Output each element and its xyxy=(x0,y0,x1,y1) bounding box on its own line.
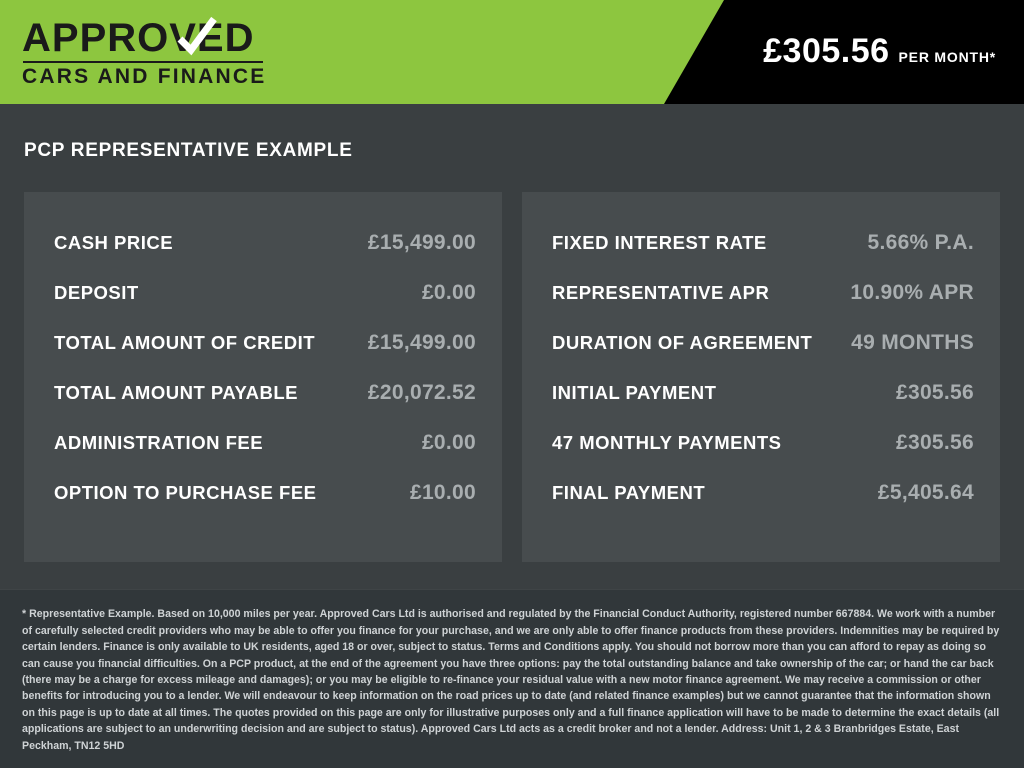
monthly-price-suffix: PER MONTH* xyxy=(898,49,996,65)
table-row xyxy=(54,418,476,468)
row-value: £15,499.00 xyxy=(367,231,476,254)
table-row xyxy=(552,468,974,518)
row-value: 5.66% P.A. xyxy=(867,231,974,254)
row-label: FINAL PAYMENT xyxy=(552,482,706,503)
row-value: 49 MONTHS xyxy=(851,331,974,354)
row-label: DEPOSIT xyxy=(54,282,139,303)
row-label: ADMINISTRATION FEE xyxy=(54,432,264,453)
table-row xyxy=(552,418,974,468)
row-label: DURATION OF AGREEMENT xyxy=(552,332,813,353)
page-title: PCP REPRESENTATIVE EXAMPLE xyxy=(24,140,353,161)
row-label: TOTAL AMOUNT PAYABLE xyxy=(54,382,299,403)
table-row xyxy=(552,268,974,318)
check-mark-icon xyxy=(174,15,218,59)
monthly-price-block xyxy=(763,34,996,68)
logo-secondary-text: CARS AND FINANCE xyxy=(22,65,267,88)
row-value: £5,405.64 xyxy=(877,481,974,504)
table-row xyxy=(54,468,476,518)
table-row xyxy=(54,318,476,368)
footer-disclaimer xyxy=(0,589,1024,768)
row-value: £0.00 xyxy=(421,281,476,304)
table-row xyxy=(552,318,974,368)
row-value: £20,072.52 xyxy=(367,381,476,404)
table-row xyxy=(54,268,476,318)
row-label: CASH PRICE xyxy=(54,232,174,253)
row-value: £305.56 xyxy=(895,381,974,404)
brand-logo xyxy=(22,17,266,89)
row-value: £15,499.00 xyxy=(367,331,476,354)
page-header xyxy=(0,0,1024,104)
table-row xyxy=(552,368,974,418)
example-panels xyxy=(0,162,1024,562)
right-figures-panel xyxy=(522,192,1000,562)
disclaimer-text: * Representative Example. Based on 10,000 miles per year. Approved Cars Ltd is authorised and regulated by the Financial Conduct Authority, registered number 667884. We work with a number of carefully selected credit providers who may be able to offer you finance for your purchase, and we are only able to offer finance products from these providers. Indemnities may be required by certain lenders. Finance is only available to UK residents, aged 18 or over, subject to status. Terms and Conditions apply. You should not borrow more than you can afford to repay as doing so can cause you financial difficulties. On a PCP product, at the end of the agreement you have three options: pay the total outstanding balance and take ownership of the car; or hand the car back (there may be a charge for excess mileage and damages); or you may be eligible to re-finance your residual value with a new motor finance agreement. We may receive a commission or other benefits for introducing you to a lender. We will endeavour to keep information on the road prices up to date (and related finance examples) but we cannot guarantee that the information shown on this page is up to date at all times. The quotes provided on this page are only for illustrative purposes only and a full finance application will have to be made to determine the exact details (all applications are subject to an underwriting decision and are subject to status). Approved Cars Ltd acts as a credit broker and not a lender. Address: Unit 1, 2 & 3 Branbridges Estate, East Peckham, TN12 5HD xyxy=(22,608,1000,752)
logo-primary-text: APPROVED xyxy=(22,16,255,60)
monthly-price-value: £305.56 xyxy=(763,32,890,70)
row-value: £10.00 xyxy=(409,481,476,504)
table-row xyxy=(54,218,476,268)
table-row xyxy=(54,368,476,418)
row-value: £305.56 xyxy=(895,431,974,454)
row-value: £0.00 xyxy=(421,431,476,454)
row-label: REPRESENTATIVE APR xyxy=(552,282,770,303)
row-value: 10.90% APR xyxy=(850,281,974,304)
row-label: FIXED INTEREST RATE xyxy=(552,232,767,253)
table-row xyxy=(552,218,974,268)
left-figures-panel xyxy=(24,192,502,562)
row-label: TOTAL AMOUNT OF CREDIT xyxy=(54,332,316,353)
logo-divider xyxy=(23,61,263,63)
row-label: 47 MONTHLY PAYMENTS xyxy=(552,432,782,453)
row-label: INITIAL PAYMENT xyxy=(552,382,717,403)
row-label: OPTION TO PURCHASE FEE xyxy=(54,482,317,503)
